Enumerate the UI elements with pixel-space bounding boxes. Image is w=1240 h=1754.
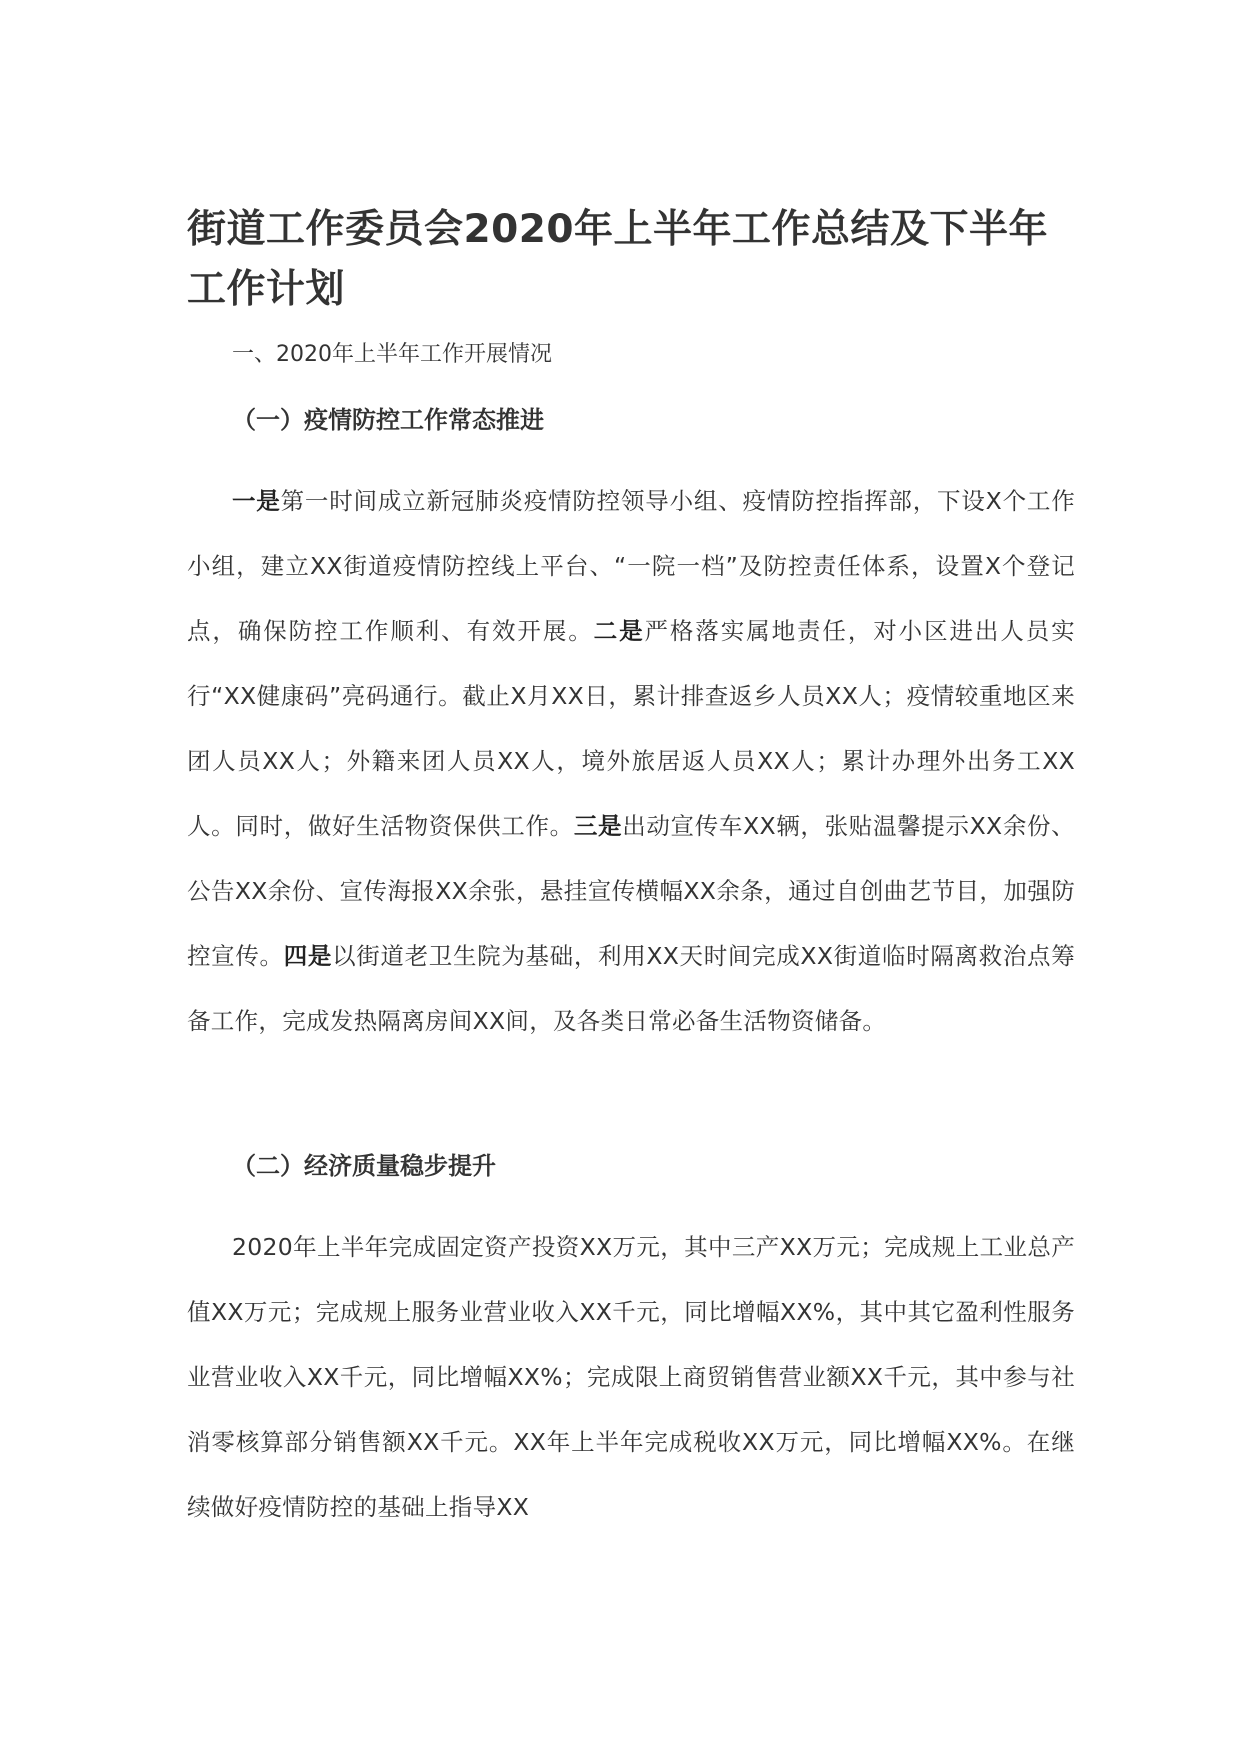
section-heading: 一、2020年上半年工作开展情况 bbox=[232, 342, 552, 367]
bold-lead: 二是 bbox=[593, 617, 645, 645]
paragraph-text: 出动宣传车XX辆，张贴温馨提示XX余份、公告XX余份、宣传海报XX余张，悬挂宣传横幅XX余条，通过自创曲艺节目，加强防控宣传。 bbox=[187, 812, 1075, 970]
paragraph-text: 以街道老卫生院为基础，利用XX天时间完成XX街道临时隔离救治点筹备工作，完成发热隔离房间XX间，及各类日常必备生活物资储备。 bbox=[187, 942, 1075, 1035]
paragraph-economy: 2020年上半年完成固定资产投资XX万元，其中三产XX万元；完成规上工业总产值XX万元；完成规上服务业营业收入XX千元，同比增幅XX%，其中其它盈利性服务业营业收入XX千元，同比增幅XX%；完成限上商贸销售营业额XX千元，其中参与社消零核算部分销售额XX千元。XX年上半年完成税收XX万元，同比增幅XX%。在继续做好疫情防控的基础上指导XX bbox=[187, 1233, 1075, 1521]
paragraph-text: 严格落实属地责任，对小区进出人员实行“XX健康码”亮码通行。截止X月XX日，累计排查返乡人员XX人；疫情较重地区来团人员XX人；外籍来团人员XX人，境外旅居返人员XX人；累计办理外出务工XX人。同时，做好生活物资保供工作。 bbox=[187, 617, 1075, 840]
document-title: 街道工作委员会2020年上半年工作总结及下半年工作计划 bbox=[187, 207, 1049, 312]
paragraph-epidemic bbox=[187, 469, 1075, 1054]
bold-lead: 三是 bbox=[573, 812, 623, 840]
sub-heading-economy: （二）经济质量稳步提升 bbox=[232, 1152, 496, 1180]
paragraph-text: 第一时间成立新冠肺炎疫情防控领导小组、疫情防控指挥部，下设X个工作小组，建立XX街道疫情防控线上平台、“一院一档”及防控责任体系，设置X个登记点，确保防控工作顺利、有效开展。 bbox=[187, 487, 1075, 645]
sub-heading-epidemic: （一）疫情防控工作常态推进 bbox=[232, 406, 544, 434]
bold-lead: 一是 bbox=[232, 487, 281, 515]
bold-lead: 四是 bbox=[283, 942, 333, 970]
